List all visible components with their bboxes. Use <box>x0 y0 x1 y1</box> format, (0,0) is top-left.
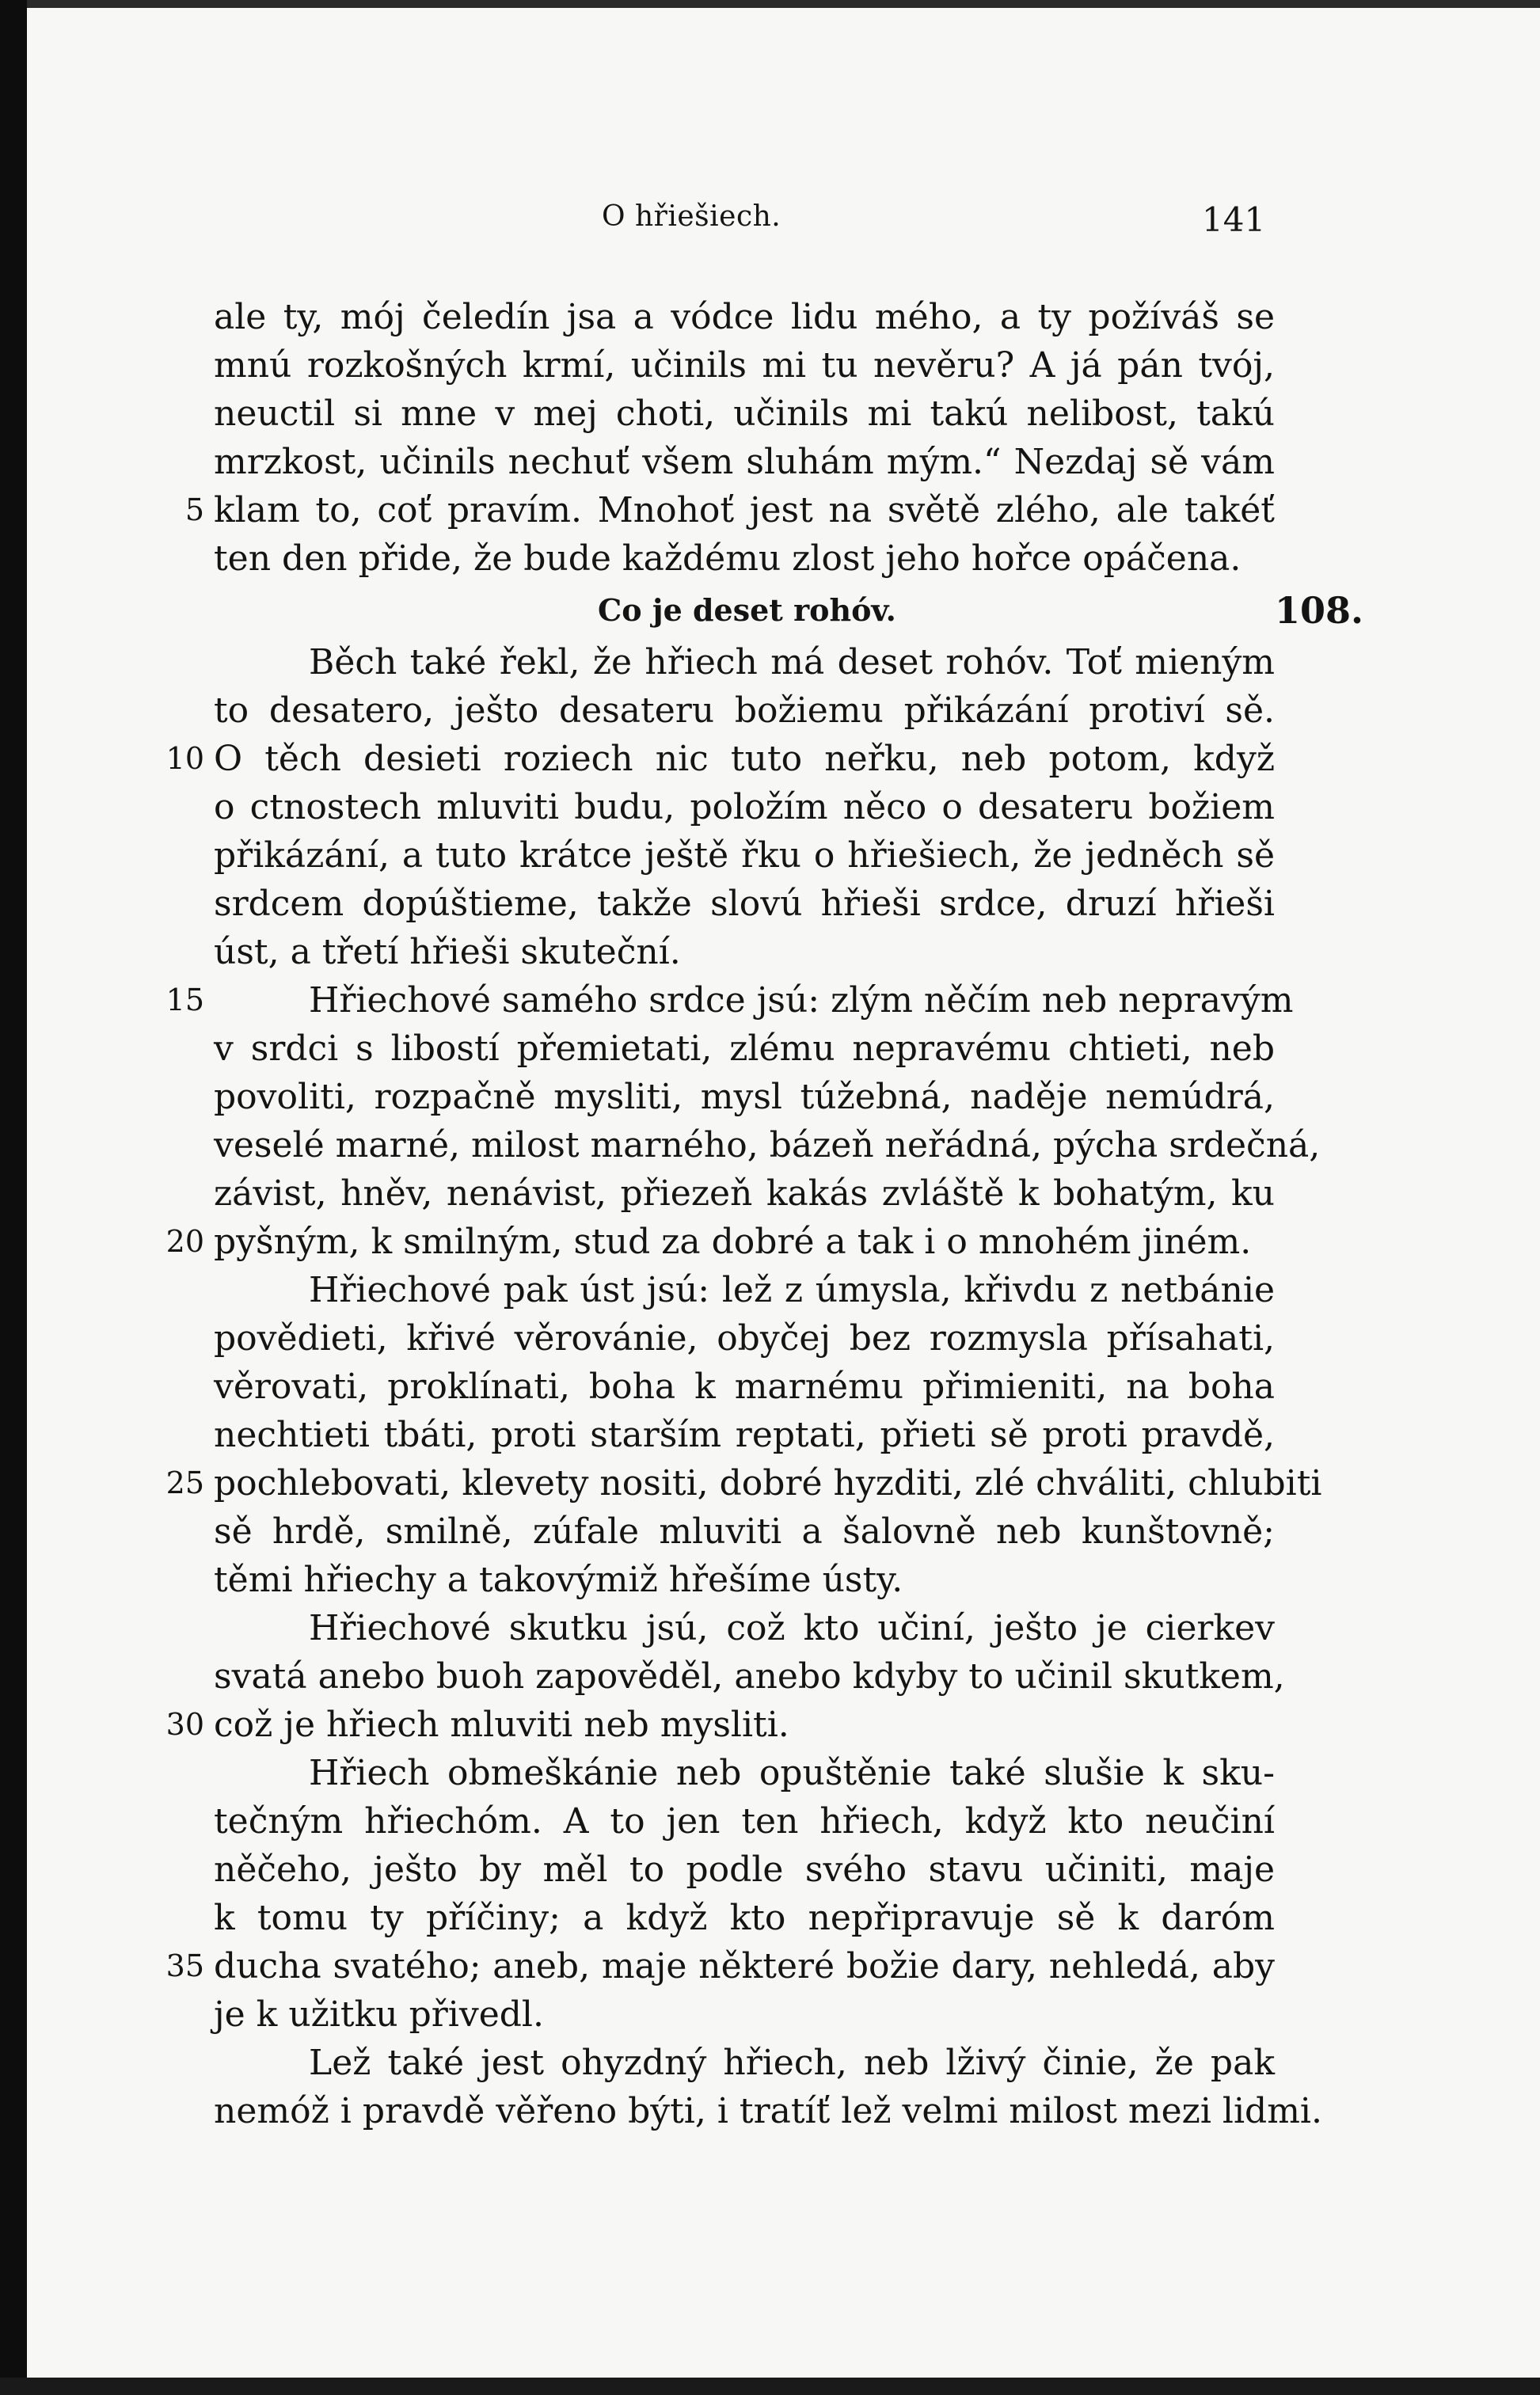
running-head: O hřiešiech. <box>602 200 781 233</box>
text-line: neuctil si mne v mej choti, učinils mi takú nelibost, takú <box>214 393 1275 434</box>
text-line: závist, hněv, nenávist, přiezeň kakás zvláště k bohatým, ku <box>214 1173 1275 1214</box>
text-line: povědieti, křivé věrovánie, obyčej bez rozmysla přísahati, <box>214 1318 1275 1359</box>
text-line: povoliti, rozpačně mysliti, mysl túžebná, naděje nemúdrá, <box>214 1077 1275 1117</box>
text-line: sě hrdě, smilně, zúfale mluviti a šalovně neb kunštovně; <box>214 1511 1275 1552</box>
scan-border-top <box>0 0 1540 8</box>
line-number: 15 <box>165 983 204 1017</box>
text-line: ale ty, mój čeledín jsa a vódce lidu mého, a ty požíváš se <box>214 297 1275 337</box>
body-text <box>165 293 1364 2135</box>
text-line: Běch také řekl, že hřiech má deset rohóv. Toť mieným <box>309 642 1275 682</box>
text-line: 25 pochlebovati, klevety nositi, dobré hyzditi, zlé chváliti, chlubiti <box>214 1459 1275 1507</box>
text-line: srdcem dopúštieme, takže slovú hřieši srdce, druzí hřieši <box>214 884 1275 924</box>
line-number: 30 <box>165 1707 204 1742</box>
text-line: je k užitku přivedl. <box>214 1994 544 2035</box>
text-line: veselé marné, milost marného, bázeň neřádná, pýcha srdečná, <box>214 1125 1321 1165</box>
text-line: Hřiechové skutku jsú, což kto učiní, ješto je cierkev <box>309 1608 1275 1648</box>
text-line: něčeho, ješto by měl to podle svého stavu učiniti, maje <box>214 1849 1275 1890</box>
scan-border-bottom <box>0 2378 1540 2395</box>
text-line: mnú rozkošných krmí, učinils mi tu nevěru? A já pán tvój, <box>214 345 1275 386</box>
section-title: Co je deset rohóv. <box>598 592 896 628</box>
text-line: mrzkost, učinils nechuť všem sluhám mým.“ Nezdaj sě vám <box>214 442 1275 482</box>
line-number: 5 <box>184 492 204 527</box>
text-line: Hřiech obmeškánie neb opuštěnie také slušie k sku- <box>309 1753 1275 1793</box>
text-line: tečným hřiechóm. A to jen ten hřiech, když kto neučiní <box>214 1801 1275 1842</box>
text-line: k tomu ty příčiny; a když kto nepřipravuje sě k daróm <box>214 1898 1275 1938</box>
text-line: 5 klam to, coť pravím. Mnohoť jest na světě zlého, ale takéť <box>214 486 1275 534</box>
text-line: v srdci s libostí přemietati, zlému nepravému chtieti, neb <box>214 1028 1275 1069</box>
line-number: 10 <box>165 741 204 776</box>
text-line: ten den přide, že bude každému zlost jeho hořce opáčena. <box>214 538 1242 579</box>
text-line: nemóž i pravdě věřeno býti, i tratíť lež velmi milost mezi lidmi. <box>214 2091 1322 2131</box>
text-line: Lež také jest ohyzdný hřiech, neb lživý činie, že pak <box>309 2043 1275 2083</box>
text-line: věrovati, proklínati, boha k marnému přimieniti, na boha <box>214 1367 1275 1407</box>
text-line: Hřiechové pak úst jsú: lež z úmysla, křivdu z netbánie <box>309 1270 1275 1310</box>
text-line: 20 pyšným, k smilným, stud za dobré a tak i o mnohém jiném. <box>214 1218 1275 1266</box>
text-line: nechtieti tbáti, proti starším reptati, přieti sě proti pravdě, <box>214 1415 1275 1455</box>
page-number: 141 <box>1202 200 1266 239</box>
line-number: 35 <box>165 1948 204 1983</box>
line-number: 25 <box>165 1466 204 1500</box>
text-line: o ctnostech mluviti budu, položím něco o desateru božiem <box>214 787 1275 827</box>
text-line: přikázání, a tuto krátce ještě řku o hřiešiech, že jedněch sě <box>214 835 1275 876</box>
line-number: 20 <box>165 1224 204 1259</box>
section-heading <box>214 583 1364 638</box>
text-line: 30 což je hřiech mluviti neb mysliti. <box>214 1701 1275 1749</box>
text-line: to desatero, ješto desateru božiemu přikázání protiví sě. <box>214 690 1275 731</box>
text-line: 10 O těch desieti roziech nic tuto neřku, neb potom, když <box>214 735 1275 783</box>
text-line: úst, a třetí hřieši skuteční. <box>214 932 681 972</box>
text-line: těmi hřiechy a takovýmiž hřešíme ústy. <box>214 1560 903 1600</box>
page-header <box>0 194 1540 241</box>
text-line: 15 Hřiechové samého srdce jsú: zlým něčím neb nepravým <box>214 976 1275 1025</box>
scan-border-left <box>0 0 27 2395</box>
text-line: 35 ducha svatého; aneb, maje některé božie dary, nehledá, aby <box>214 1942 1275 1990</box>
section-number: 108. <box>1275 589 1364 632</box>
text-line: svatá anebo buoh zapověděl, anebo kdyby to učinil skutkem, <box>214 1656 1285 1697</box>
